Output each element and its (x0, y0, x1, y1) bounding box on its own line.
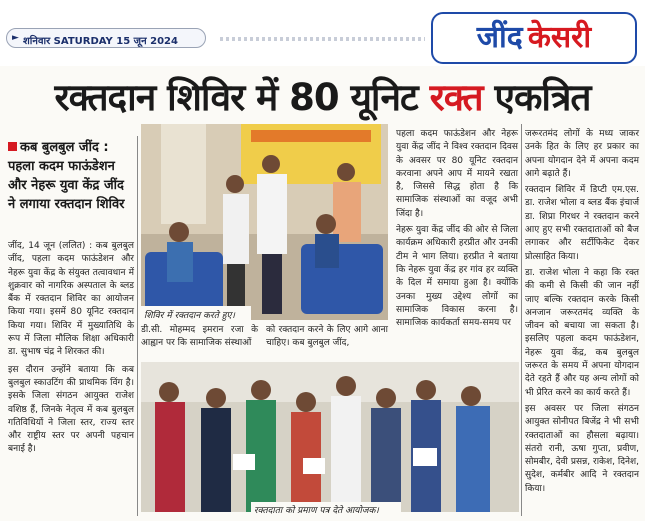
column-3 (396, 128, 518, 330)
column-3-lower-text (266, 324, 388, 351)
photo-blood-donation-image (141, 124, 388, 320)
col3-lower-paragraph: को रक्तदान करने के लिए आगे आना चाहिए। कब बुलबुल जींद, (266, 325, 388, 349)
header-divider (220, 37, 425, 41)
col4-paragraph-1: जरूरतमंद लोगों के मध्य जाकर उनके हित के लिए हर प्रकार का अपना योगदान देने में अपना कदम आगे बढ़ाते हैं। (525, 129, 639, 179)
sub-headline-text: कब बुलबुल जींद : पहला कदम फाऊंडेशन और नेहरू युवा केंद्र जींद ने लगाया रक्तदान शिविर (8, 140, 125, 212)
date-bar (6, 28, 206, 48)
column-1 (8, 240, 134, 457)
photo-blood-donation (141, 124, 388, 320)
arrow-icon: ► (12, 33, 19, 43)
column-rule-1 (137, 136, 138, 516)
edition-date: शनिवार SATURDAY 15 जून 2024 (23, 36, 178, 47)
col4-paragraph-4: इस अवसर पर जिला संगठन आयुक्त सोनीपत बिजेंद्र ने भी सभी रक्तदाताओं का हौसला बढ़ाया। संतरो रानी, ऊषा गुप्ता, प्रवीण, सोमबीर, देवी प्रसन्न, राकेश, दिनेश, सुदेश, कर्मबीर आदि ने रक्तदान किया। (525, 403, 639, 494)
column-2-text (141, 324, 258, 351)
headline-part-1: रक्तदान शिविर में 80 यूनिट (54, 76, 430, 119)
column-rule-3 (521, 124, 522, 516)
sub-headline (8, 138, 134, 214)
col2-paragraph: डी.सी. मोहम्मद इमरान रजा के आह्वान पर कि सामाजिक संस्थाओं (141, 325, 258, 349)
bullet-square-icon (8, 142, 17, 151)
photo-2-caption: रक्तदाता को प्रमाण पत्र देते आयोजक। (251, 502, 401, 517)
col3-paragraph-1: पहला कदम फाऊंडेशन और नेहरू युवा केंद्र जींद ने विश्व रक्तदान दिवस के अवसर पर 80 यूनिट रक्तदान करवाना अपने आप में मायने रखता है, जिससे सिद्ध होता है कि सामाजिक संस्थाओं का वजूद अभी जिंदा है। (396, 129, 518, 219)
photo-1-caption: शिविर में रक्तदान करते हुए। (141, 306, 251, 323)
col1-paragraph-1: जींद, 14 जून (ललित) : कब बुलबुल जींद, पहला कदम फाऊंडेशन और नेहरू युवा केंद्र के संयुक्त तत्वावधान में शुक्रवार को नागरिक अस्पताल के ब्लड बैंक में रक्तदान शिविर का आयोजन किया गया। इसमें 80 यूनिट रक्तदान किया गया। शिविर में मुख्यातिथि के रूप में जिला मौलिक शिक्षा अधिकारी डा. सुभाष चंद्र ने शिरकत की। (8, 241, 134, 358)
headline-highlight: रक्त (429, 76, 483, 119)
main-headline (0, 70, 645, 130)
column-4 (525, 128, 639, 496)
col1-paragraph-2: इस दौरान उन्होंने बताया कि कब बुलबुल स्काउटिंग की प्राथमिक विंग है। इसके जिला संगठन आयुक्त राजेश वशिष्ठ हैं, जिनके नेतृत्व में कब बुलबुल गतिविधियों ने जिला स्तर, राज्य स्तर और राष्ट्रीय स्तर पर अपनी पहचान बनाई है। (8, 364, 134, 455)
col4-paragraph-2: रक्तदान शिविर में डिप्टी एम.एस. डा. राजेश भोला व ब्लड बैंक इंचार्ज डा. शिप्रा गिरधर ने रक्तदान करने आए हुए सभी रक्तदाताओं को बैज लगाकर और सर्टीफिकेट देकर प्रोत्साहित किया। (525, 185, 639, 262)
photo-certificate-ceremony (141, 362, 519, 512)
col4-paragraph-3: डा. राजेश भोला ने कहा कि रक्त की कमी से किसी की जान नहीं जाए बल्कि रक्तदान करके किसी अनजान जरूरतमंद व्यक्ति के जीवन को बचाया जा सकता है। इसलिए पहला कदम फाऊंडेशन, नेहरू युवा केंद्र, कब बुलबुल जरूरत के समय में अपना योगदान देते रहते हैं और यह अन्य लोगों को भी प्रेरित करने का कार्य करते हैं। (525, 267, 639, 398)
headline-part-3: एकत्रित (482, 76, 591, 119)
masthead-part-a: जींद (476, 20, 523, 55)
masthead-logo (431, 12, 637, 64)
masthead-part-b: केसरी (527, 20, 592, 55)
photo-certificate-image (141, 362, 519, 512)
col3-paragraph-2: नेहरू युवा केंद्र जींद की ओर से जिला कार्यक्रम अधिकारी हरप्रीत और उनकी टीम ने भाग लिया। हरप्रीत ने बताया कि नेहरू युवा केंद्र हर गांव हर व्यक्ति के दिल में समाया हुआ है। क्योंकि उनका मुख्य उद्देश्य लोगों का सामाजिक विकास करना है। सामाजिक कार्यकर्ता समय-समय पर (396, 225, 518, 329)
